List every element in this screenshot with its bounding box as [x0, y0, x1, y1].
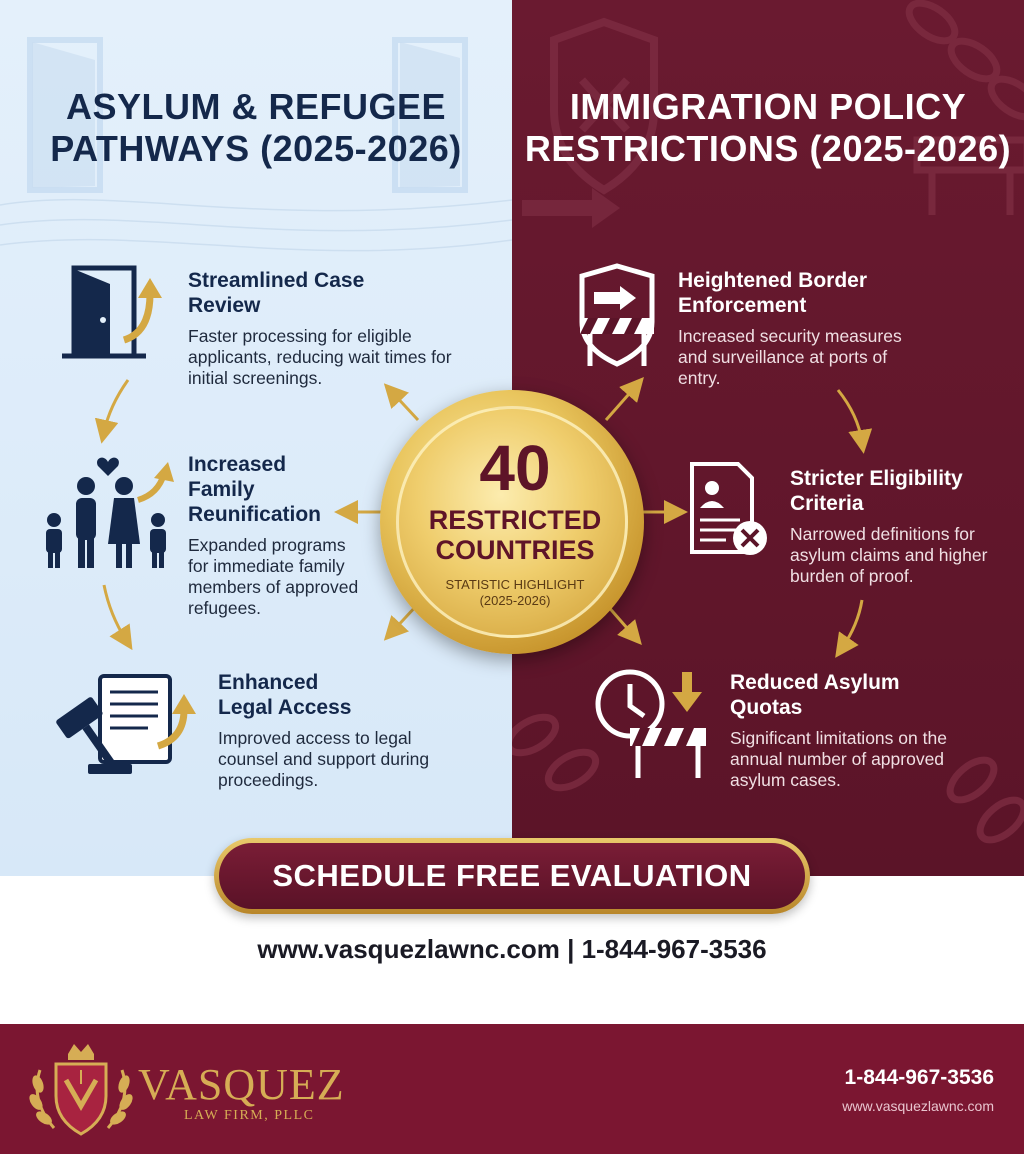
brand-name: VASQUEZ [138, 1060, 345, 1109]
statistic-sub: STATISTIC HIGHLIGHT (2025-2026) [445, 577, 585, 608]
statistic-number: 40 [479, 432, 551, 504]
item-desc: Improved access to legal counsel and support during proceedings. [218, 728, 430, 790]
clock-barrier-icon [592, 664, 722, 784]
medal-inner [396, 406, 628, 638]
item-title: Stricter Eligibility Criteria [790, 467, 963, 515]
schedule-evaluation-button[interactable] [214, 838, 810, 914]
statistic-label: RESTRICTED COUNTRIES [428, 505, 602, 565]
item-desc: Faster processing for eligible applicants, reducing wait times for initial screenings. [188, 326, 452, 388]
footer-website[interactable]: www.vasquezlawnc.com [842, 1098, 994, 1114]
right-item-border-enforcement [678, 268, 998, 389]
door-icon [58, 262, 168, 362]
right-panel-title: IMMIGRATION POLICY RESTRICTIONS (2025-2026) [524, 86, 1012, 169]
right-item-stricter-eligibility [790, 466, 1010, 587]
item-title: Reduced Asylum Quotas [730, 671, 900, 719]
item-desc: Significant limitations on the annual number of approved asylum cases. [730, 728, 947, 790]
document-x-icon [686, 460, 776, 560]
law-firm-crest-icon [26, 1040, 136, 1144]
right-item-reduced-quotas [730, 670, 1000, 791]
item-desc: Expanded programs for immediate family members of approved refugees. [188, 535, 359, 618]
item-title: Streamlined Case Review [188, 269, 365, 317]
item-title: Enhanced Legal Access [218, 671, 352, 719]
brand-sub: LAW FIRM, PLLC [184, 1108, 315, 1123]
statistic-medal [380, 390, 644, 654]
left-item-family-reunification [188, 452, 388, 619]
shield-barrier-icon [572, 262, 662, 372]
schedule-evaluation-label: SCHEDULE FREE EVALUATION [219, 843, 805, 909]
contact-line: www.vasquezlawnc.com | 1-844-967-3536 [257, 934, 767, 964]
footer-phone[interactable]: 1-844-967-3536 [844, 1066, 994, 1089]
item-desc: Increased security measures and surveillance at ports of entry. [678, 326, 902, 388]
left-item-streamlined-case-review [188, 268, 488, 389]
left-panel-title: ASYLUM & REFUGEE PATHWAYS (2025-2026) [50, 86, 462, 169]
item-title: Increased Family Reunification [188, 453, 322, 526]
gavel-icon [48, 670, 198, 780]
family-icon [38, 452, 178, 572]
item-desc: Narrowed definitions for asylum claims and higher burden of proof. [790, 524, 988, 586]
left-item-enhanced-legal-access [218, 670, 488, 791]
item-title: Heightened Border Enforcement [678, 269, 868, 317]
